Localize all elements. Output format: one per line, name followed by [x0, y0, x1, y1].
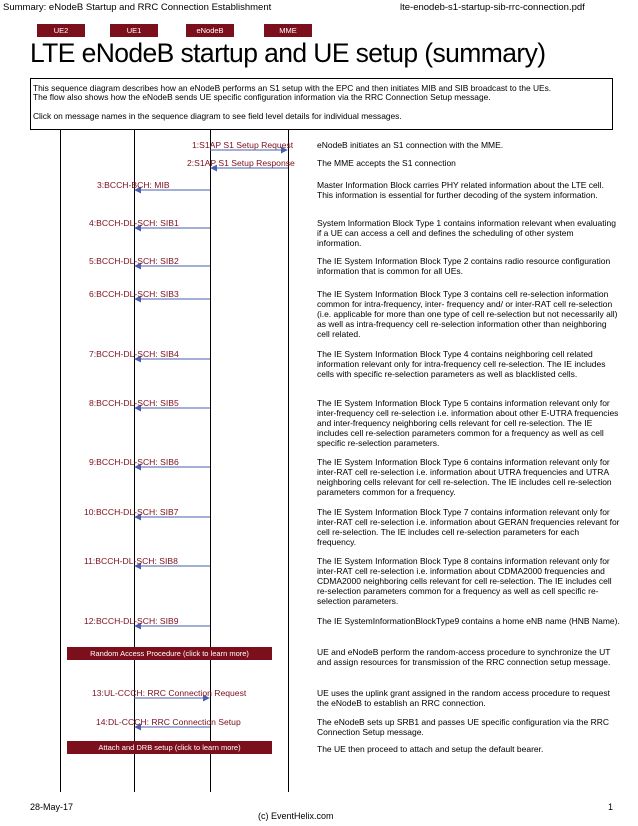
actor-mme[interactable]: MME: [264, 24, 312, 37]
description-random-access: UE and eNodeB perform the random-access procedure to synchronize the UT and assign resources for transmission of the RRC connection setup message.: [317, 647, 611, 667]
page-title: LTE eNodeB startup and UE setup (summary): [30, 38, 546, 68]
lifeline-mme: [288, 130, 289, 792]
attach-drb-setup-button[interactable]: Attach and DRB setup (click to learn more): [67, 741, 272, 754]
document-filename: lte-enodeb-s1-startup-sib-rrc-connection.pdf: [400, 2, 585, 13]
description-s1-setup-request: eNodeB initiates an S1 connection with the MME.: [317, 140, 504, 150]
description-s1-setup-response: The MME accepts the S1 connection: [317, 158, 456, 168]
document-summary-header: Summary: eNodeB Startup and RRC Connection Establishment: [3, 2, 272, 13]
description-sib3: The IE System Information Block Type 3 contains cell re-selection information common for intra-frequency, inter- frequency and/ or inter-RAT cell re-selection (i.e. applicable for more than one type of cell re-selection but not necessarily all) as well as intra-frequency cell re-selection information other than neighboring cell related.: [317, 289, 618, 339]
message-label-rrc-connection-request[interactable]: 13:UL-CCCH: RRC Connection Request: [92, 688, 247, 698]
actor-ue2[interactable]: UE2: [37, 24, 85, 37]
description-mib: Master Information Block carries PHY related information about the LTE cell. This information is essential for further decoding of the system information.: [317, 180, 604, 200]
intro-line-2: The flow also shows how the eNodeB sends UE specific configuration information via the RRC Connection Setup message.: [33, 92, 491, 103]
description-sib9: The IE SystemInformationBlockType9 contains a home eNB name (HNB Name).: [317, 616, 620, 626]
message-label-sib8[interactable]: 11:BCCH-DL-SCH: SIB8: [84, 556, 178, 566]
message-label-rrc-connection-setup[interactable]: 14:DL-CCCH: RRC Connection Setup: [96, 717, 241, 727]
intro-line-1: This sequence diagram describes how an eNodeB performs an S1 setup with the EPC and then initiates MIB and SIB broadcast to the UEs.: [33, 83, 552, 93]
message-label-sib9[interactable]: 12:BCCH-DL-SCH: SIB9: [84, 616, 179, 626]
message-label-sib5[interactable]: 8:BCCH-DL-SCH: SIB5: [89, 398, 179, 408]
message-label-sib2[interactable]: 5:BCCH-DL-SCH: SIB2: [89, 256, 179, 266]
description-sib1: System Information Block Type 1 contains information relevant when evaluating if a UE can access a cell and defines the scheduling of other system information.: [317, 218, 616, 248]
message-label-sib1[interactable]: 4:BCCH-DL-SCH: SIB1: [89, 218, 179, 228]
description-attach-drb-setup: The UE then proceed to attach and setup the default bearer.: [317, 744, 544, 754]
description-sib8: The IE System Information Block Type 8 contains information relevant only for inter-RAT cell re-selection i.e. information about CDMA2000 frequencies and CDMA2000 neighboring cells relevant for cell re-selection. The IE includes cell re-selection parameters common for a frequency as well as cell specific re-selection parameters.: [317, 556, 612, 606]
actor-enodeb[interactable]: eNodeB: [186, 24, 234, 37]
description-sib5: The IE System Information Block Type 5 contains information relevant only for inter-frequency cell re-selection i.e. information about other E-UTRA frequencies and inter-frequency neighboring cells relevant for cell re-selection. The IE includes cell re-selection parameters common for a frequency as well as cell specific re-selection parameters.: [317, 398, 619, 448]
footer-page-number: 1: [608, 802, 614, 812]
description-sib6: The IE System Information Block Type 6 contains information relevant only for inter-RAT cell re-selection i.e. information about UTRA frequencies and UTRA neighboring cells relevant for cell re-selection. The IE includes cell re-selection parameters common for a frequency.: [317, 457, 612, 497]
message-label-sib6[interactable]: 9:BCCH-DL-SCH: SIB6: [89, 457, 179, 467]
footer-date: 28-May-17: [30, 802, 74, 812]
intro-line-4: Click on message names in the sequence diagram to see field level details for individual messages.: [33, 110, 402, 121]
message-label-s1-setup-request[interactable]: 1:S1AP S1 Setup Request: [192, 140, 294, 150]
footer-copyright: (c) EventHelix.com: [258, 811, 334, 821]
description-rrc-connection-request: UE uses the uplink grant assigned in the random access procedure to request the eNodeB to establish an RRC connection.: [317, 688, 610, 708]
message-label-s1-setup-response[interactable]: 2:S1AP S1 Setup Response: [187, 158, 295, 168]
description-sib2: The IE System Information Block Type 2 contains radio resource configuration information that is common for all UEs.: [317, 256, 611, 276]
description-sib7: The IE System Information Block Type 7 contains information relevant only for inter-RAT cell re-selection i.e. information about GERAN frequencies relevant for cell re-selection. The IE includes cell re-selection parameters for each frequency.: [317, 507, 620, 547]
description-rrc-connection-setup: The eNodeB sets up SRB1 and passes UE specific configuration via the RRC Connection Setup message.: [317, 717, 609, 737]
message-label-sib3[interactable]: 6:BCCH-DL-SCH: SIB3: [89, 289, 179, 299]
random-access-procedure-button[interactable]: Random Access Procedure (click to learn more): [67, 647, 272, 660]
lifeline-ue2: [60, 130, 61, 792]
message-label-mib[interactable]: 3:BCCH-BCH: MIB: [97, 180, 170, 190]
intro-box: [30, 78, 613, 130]
actor-ue1[interactable]: UE1: [110, 24, 158, 37]
message-label-sib7[interactable]: 10:BCCH-DL-SCH: SIB7: [84, 507, 179, 517]
message-label-sib4[interactable]: 7:BCCH-DL-SCH: SIB4: [89, 349, 179, 359]
description-sib4: The IE System Information Block Type 4 contains neighboring cell related information relevant only for intra-frequency cell re-selection. The IE includes cells with specific re-selection parameters as well as blacklisted cells.: [317, 349, 606, 379]
